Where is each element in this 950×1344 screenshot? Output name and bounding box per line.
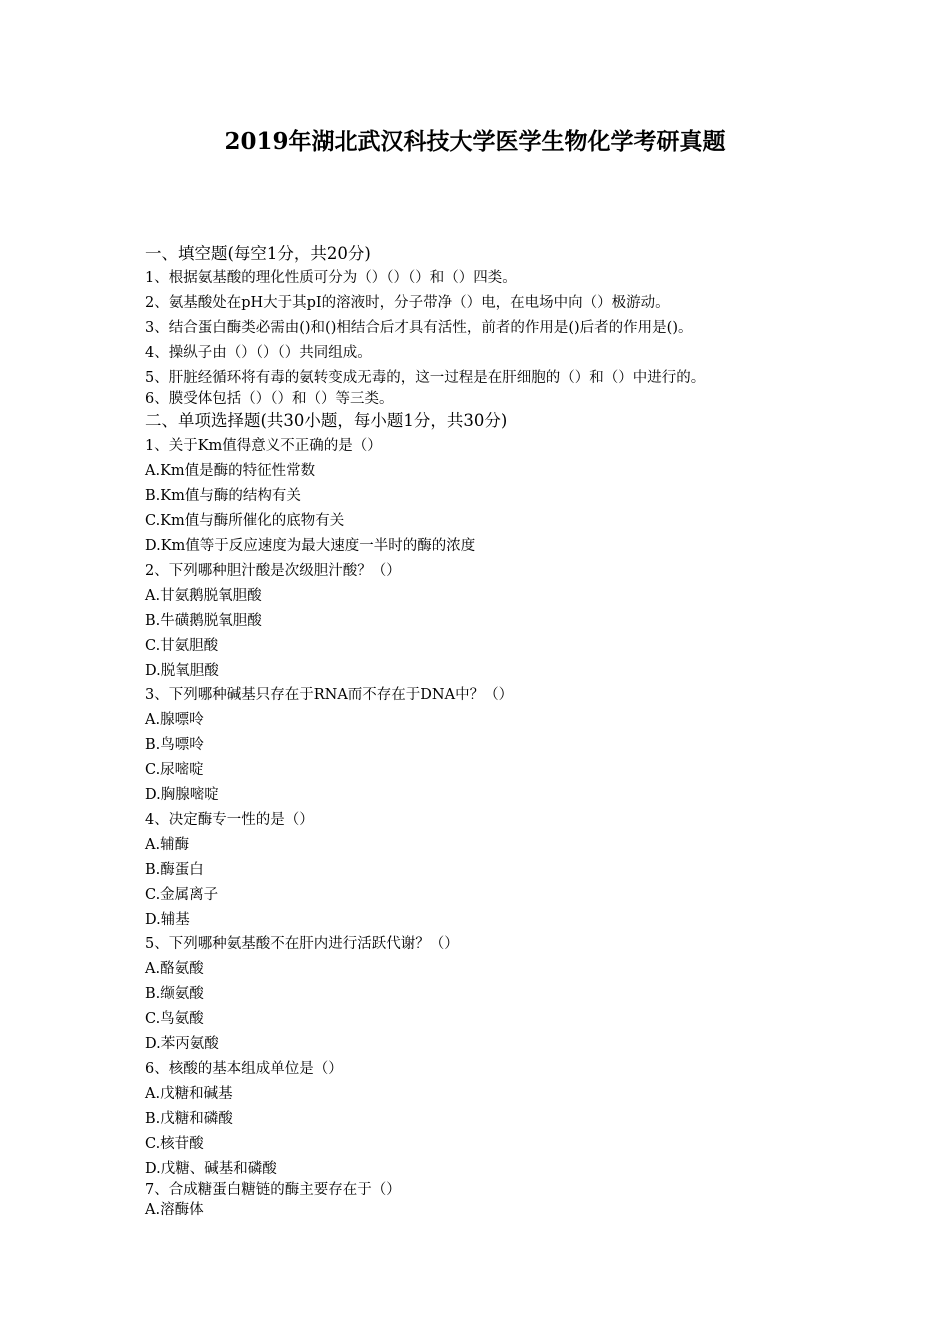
- answer-option: B.缬氨酸: [145, 986, 204, 1002]
- fill-blank-item: 5、肝脏经循环将有毒的氨转变成无毒的，这一过程是在肝细胞的（）和（）中进行的。: [145, 370, 706, 386]
- fill-blank-item: 1、根据氨基酸的理化性质可分为（）（）（）和（）四类。: [145, 270, 517, 286]
- answer-option: D.戊糖、碱基和磷酸: [145, 1161, 277, 1177]
- question-stem: 4、决定酶专一性的是（）: [145, 812, 314, 828]
- fill-blank-item: 3、结合蛋白酶类必需由()和()相结合后才具有活性，前者的作用是()后者的作用是()。: [145, 320, 693, 336]
- question-stem: 1、关于Km值得意义不正确的是（）: [145, 438, 382, 454]
- answer-option: C.核苷酸: [145, 1136, 204, 1152]
- question-stem: 5、下列哪种氨基酸不在肝内进行活跃代谢？（）: [145, 936, 459, 952]
- answer-option: B.牛磺鹅脱氧胆酸: [145, 613, 262, 629]
- answer-option: B.戊糖和磷酸: [145, 1111, 233, 1127]
- answer-option: B.鸟嘌呤: [145, 737, 204, 753]
- question-stem: 2、下列哪种胆汁酸是次级胆汁酸？（）: [145, 563, 401, 579]
- fill-blank-item: 2、氨基酸处在pH大于其pI的溶液时，分子带净（）电，在电场中向（）极游动。: [145, 295, 670, 311]
- answer-option: A.甘氨鹅脱氧胆酸: [145, 588, 262, 604]
- answer-option: A.溶酶体: [145, 1202, 204, 1218]
- answer-option: A.腺嘌呤: [145, 712, 204, 728]
- answer-option: D.辅基: [145, 912, 190, 928]
- answer-option: D.胸腺嘧啶: [145, 787, 219, 803]
- answer-option: C.金属离子: [145, 887, 219, 903]
- question-stem: 7、合成糖蛋白糖链的酶主要存在于（）: [145, 1182, 401, 1198]
- answer-option: A.Km值是酶的特征性常数: [145, 463, 316, 479]
- answer-option: A.戊糖和碱基: [145, 1086, 233, 1102]
- answer-option: D.Km值等于反应速度为最大速度一半时的酶的浓度: [145, 538, 476, 554]
- answer-option: B.酶蛋白: [145, 862, 204, 878]
- answer-option: B.Km值与酶的结构有关: [145, 488, 301, 504]
- answer-option: C.尿嘧啶: [145, 762, 204, 778]
- question-stem: 3、下列哪种碱基只存在于RNA而不存在于DNA中？（）: [145, 687, 514, 703]
- answer-option: A.辅酶: [145, 837, 190, 853]
- fill-blank-item: 6、膜受体包括（）（）和（）等三类。: [145, 391, 394, 407]
- answer-option: D.脱氧胆酸: [145, 663, 219, 679]
- answer-option: C.Km值与酶所催化的底物有关: [145, 513, 345, 529]
- page-title: 2019年湖北武汉科技大学医学生物化学考研真题: [224, 128, 726, 155]
- answer-option: C.鸟氨酸: [145, 1011, 204, 1027]
- fill-blank-item: 4、操纵子由（）（）（）共同组成。: [145, 345, 372, 361]
- section-heading-single-choice: 二、单项选择题(共30小题，每小题1分，共30分): [145, 411, 508, 430]
- answer-option: D.苯丙氨酸: [145, 1036, 219, 1052]
- section-heading-fill-blank: 一、填空题(每空1分，共20分): [145, 244, 371, 263]
- question-stem: 6、核酸的基本组成单位是（）: [145, 1061, 343, 1077]
- answer-option: C.甘氨胆酸: [145, 638, 219, 654]
- answer-option: A.酪氨酸: [145, 961, 204, 977]
